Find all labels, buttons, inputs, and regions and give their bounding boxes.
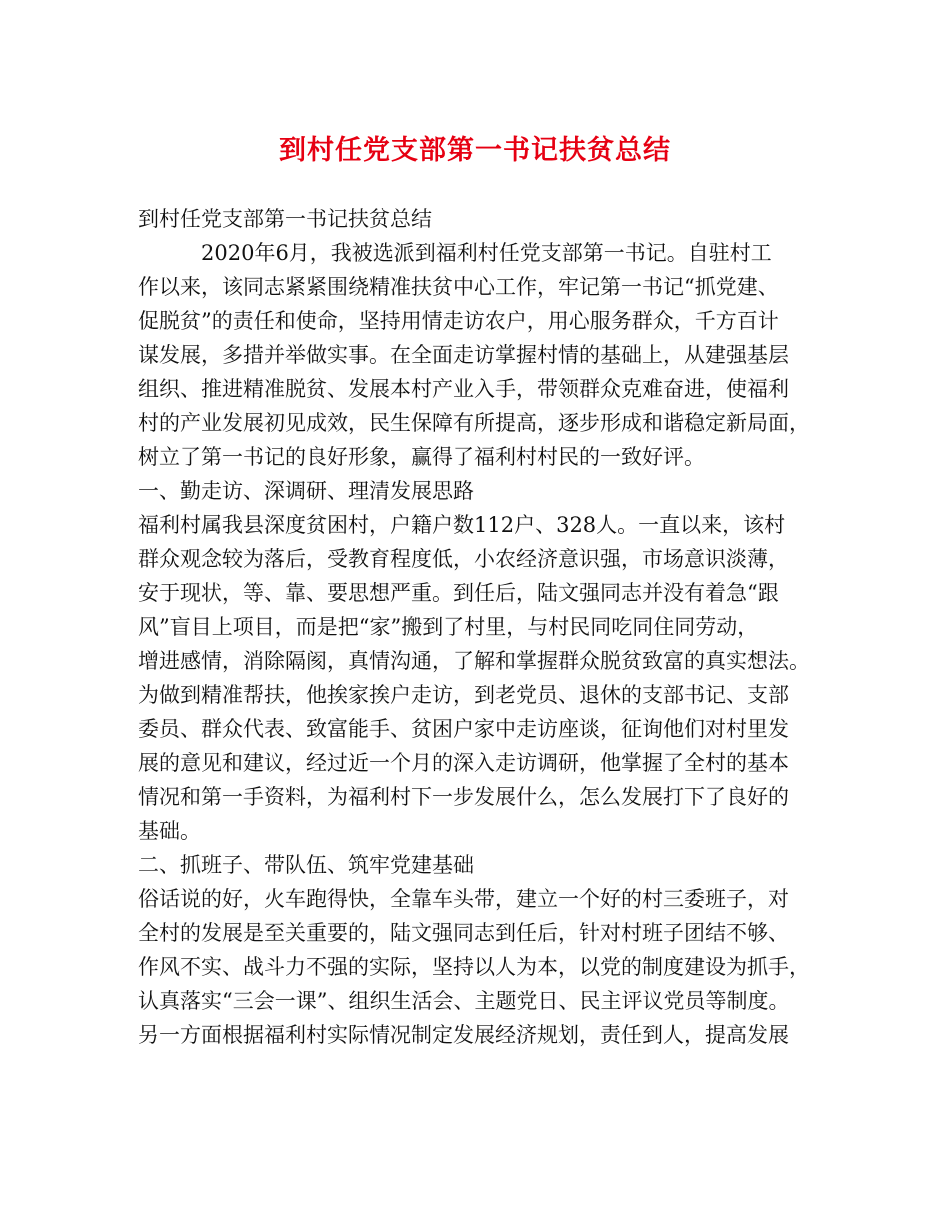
text-line: 情况和第一手资料，为福利村下一步发展什么，怎么发展打下了良好的 bbox=[138, 785, 789, 809]
text-line: 认真落实“三会一课”、组织生活会、主题党日、民主评议党员等制度。 bbox=[138, 989, 790, 1013]
text-line: 村的产业发展初见成效，民生保障有所提高，逐步形成和谐稳定新局面， bbox=[138, 411, 810, 435]
text-line: 谋发展，多措并举做实事。在全面走访掌握村情的基础上，从建强基层 bbox=[138, 343, 789, 367]
text-line: 2020年6月，我被选派到福利村任党支部第一书记。自驻村工 bbox=[201, 241, 772, 265]
text-line: 群众观念较为落后，受教育程度低，小农经济意识强，市场意识淡薄， bbox=[138, 547, 789, 571]
text-line: 作以来，该同志紧紧围绕精准扶贫中心工作，牢记第一书记“抓党建、 bbox=[138, 275, 779, 299]
text-line: 树立了第一书记的良好形象，赢得了福利村村民的一致好评。 bbox=[138, 445, 705, 469]
section-heading: 一、勤走访、深调研、理清发展思路 bbox=[138, 479, 474, 503]
text-line: 委员、群众代表、致富能手、贫困户家中走访座谈，征询他们对村里发 bbox=[138, 717, 789, 741]
text-line: 展的意见和建议，经过近一个月的深入走访调研，他掌握了全村的基本 bbox=[138, 751, 789, 775]
text-line: 组织、推进精准脱贫、发展本村产业入手，带领群众克难奋进，使福利 bbox=[138, 377, 789, 401]
text-line: 安于现状，等、靠、要思想严重。到任后，陆文强同志并没有着急“跟 bbox=[138, 581, 779, 605]
text-line: 另一方面根据福利村实际情况制定发展经济规划，责任到人，提高发展 bbox=[138, 1023, 789, 1047]
document-body bbox=[138, 202, 818, 1052]
document-title: 到村任党支部第一书记扶贫总结 bbox=[279, 135, 671, 166]
text-line: 作风不实、战斗力不强的实际，坚持以人为本，以党的制度建设为抓手， bbox=[138, 955, 810, 979]
text-line: 福利村属我县深度贫困村，户籍户数112户、328人。一直以来，该村 bbox=[138, 513, 786, 537]
text-line: 促脱贫”的责任和使命，坚持用情走访农户，用心服务群众，千方百计 bbox=[138, 309, 779, 333]
text-line: 到村任党支部第一书记扶贫总结 bbox=[138, 207, 432, 231]
section-heading: 二、抓班子、带队伍、筑牢党建基础 bbox=[138, 853, 474, 877]
text-line: 俗话说的好，火车跑得快，全靠车头带，建立一个好的村三委班子，对 bbox=[138, 887, 789, 911]
text-line: 风”盲目上项目，而是把“家”搬到了村里，与村民同吃同住同劳动， bbox=[138, 615, 759, 639]
text-line: 基础。 bbox=[138, 819, 201, 843]
text-line: 为做到精准帮扶，他挨家挨户走访，到老党员、退休的支部书记、支部 bbox=[138, 683, 789, 707]
text-line: 增进感情，消除隔阂，真情沟通，了解和掌握群众脱贫致富的真实想法。 bbox=[138, 649, 810, 673]
text-line: 全村的发展是至关重要的，陆文强同志到任后，针对村班子团结不够、 bbox=[138, 921, 789, 945]
